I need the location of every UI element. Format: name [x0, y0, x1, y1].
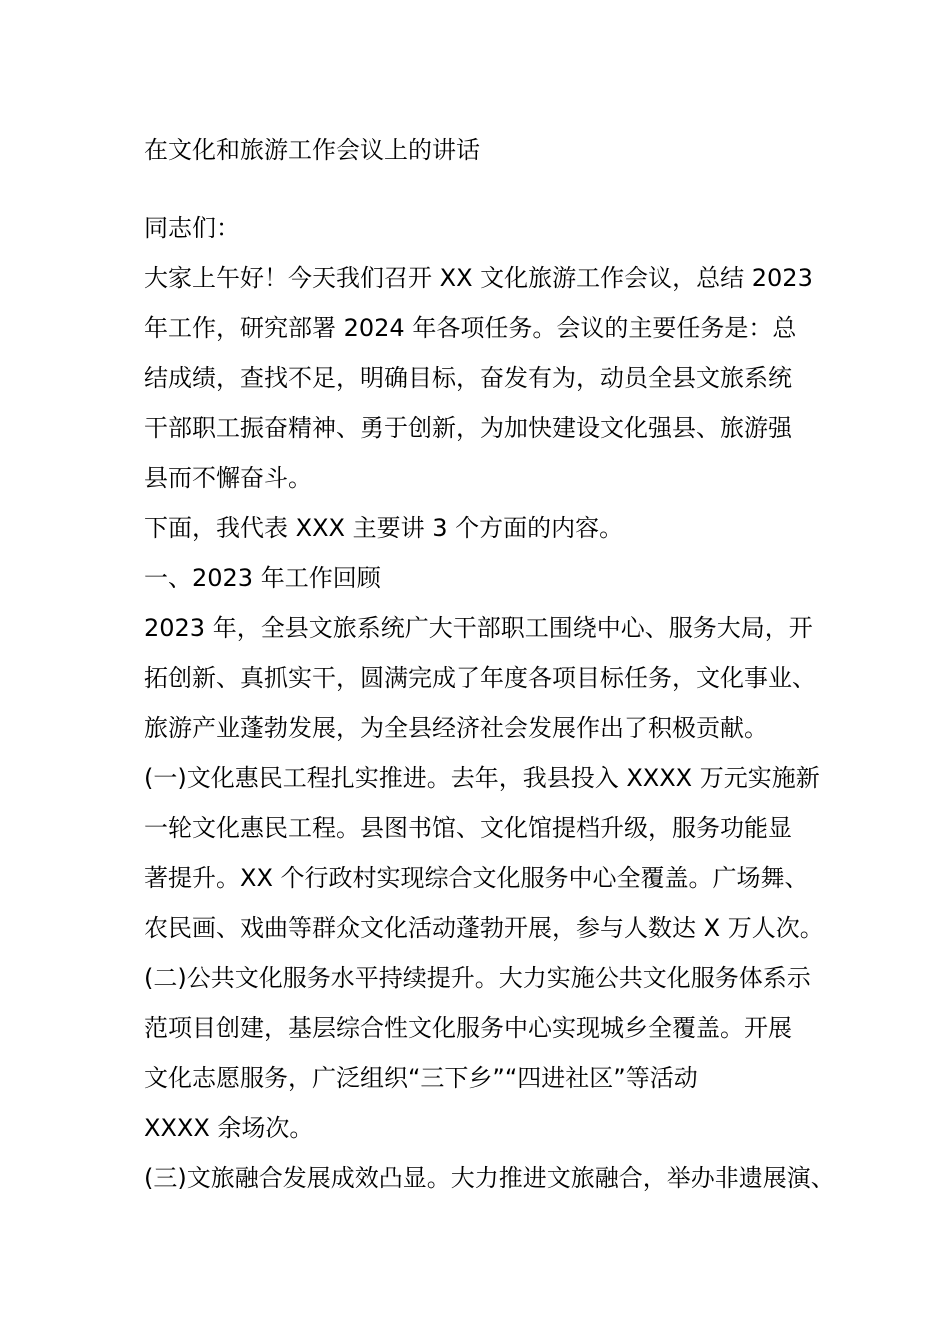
text-line: 一轮文化惠民工程。县图书馆、文化馆提档升级，服务功能显 [144, 814, 792, 842]
document-body [144, 203, 835, 1203]
text-line: 农民画、戏曲等群众文化活动蓬勃开展，参与人数达 X 万人次。 [144, 914, 824, 942]
text-line: (三)文旅融合发展成效凸显。大力推进文旅融合，举办非遗展演、 [144, 1164, 835, 1192]
text-line: 年工作，研究部署 2024 年各项任务。会议的主要任务是：总 [144, 314, 797, 342]
text-line: 著提升。XX 个行政村实现综合文化服务中心全覆盖。广场舞、 [144, 864, 809, 892]
text-line: 旅游产业蓬勃发展，为全县经济社会发展作出了积极贡献。 [144, 714, 768, 742]
text-line: 县而不懈奋斗。 [144, 464, 312, 492]
text-line: 拓创新、真抓实干，圆满完成了年度各项目标任务，文化事业、 [144, 664, 816, 692]
text-line: 2023 年，全县文旅系统广大干部职工围绕中心、服务大局，开 [144, 614, 813, 642]
text-line: 结成绩，查找不足，明确目标，奋发有为，动员全县文旅系统 [144, 364, 792, 392]
text-line: 范项目创建，基层综合性文化服务中心实现城乡全覆盖。开展 [144, 1014, 792, 1042]
text-line: (二)公共文化服务水平持续提升。大力实施公共文化服务体系示 [144, 964, 811, 992]
text-line: 干部职工振奋精神、勇于创新，为加快建设文化强县、旅游强 [144, 414, 792, 442]
text-line: 文化志愿服务，广泛组织“三下乡”“四进社区”等活动 [144, 1064, 698, 1092]
text-line: 下面，我代表 XXX 主要讲 3 个方面的内容。 [144, 514, 624, 542]
text-line: (一)文化惠民工程扎实推进。去年，我县投入 XXXX 万元实施新 [144, 764, 820, 792]
text-line: 大家上午好！今天我们召开 XX 文化旅游工作会议，总结 2023 [144, 264, 813, 292]
text-line: 同志们： [144, 214, 240, 242]
document-title: 在文化和旅游工作会议上的讲话 [144, 136, 480, 164]
section-heading: 一、2023 年工作回顾 [144, 564, 381, 592]
text-line: XXXX 余场次。 [144, 1114, 314, 1142]
